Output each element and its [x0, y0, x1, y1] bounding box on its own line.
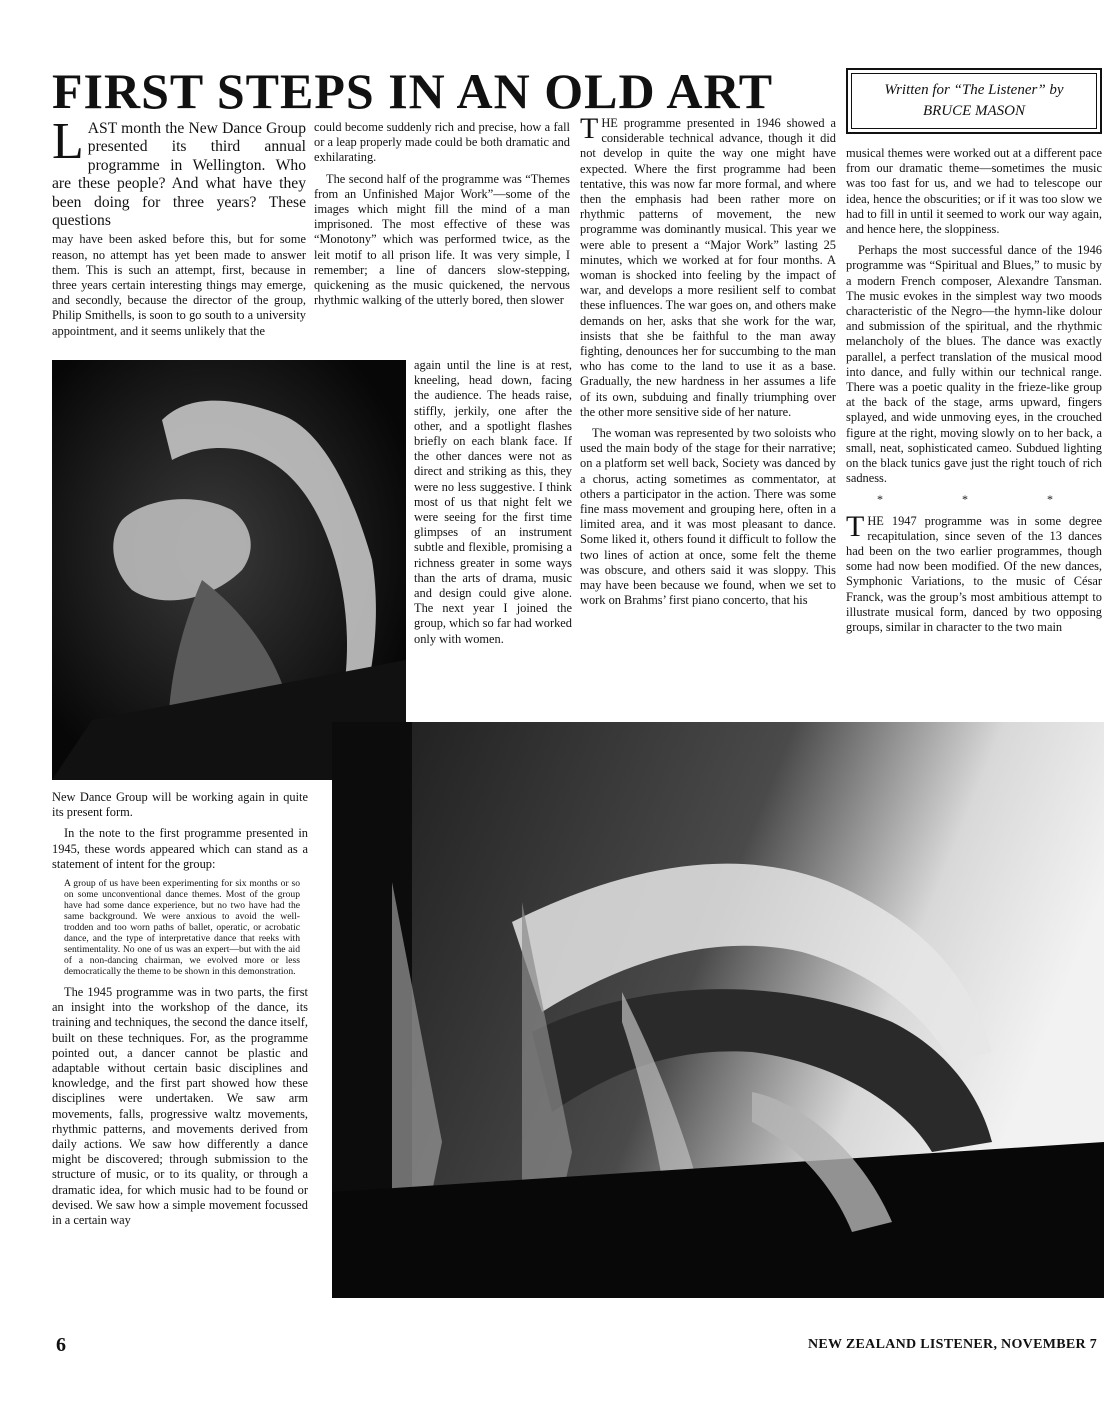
col3-paragraph-2: The woman was represented by two soloists who used the main body of the stage for their narrative; on a platform set well back, Society was danced by a chorus, acting sometimes as commentator, at others a participator in the action. There was some fine mass movement and grouping here, often in a limited area, and it was most pleasant to dance. Some liked it, others found it difficult to follow the two lines of action at once, some felt the theme was obscure, and others said it was sloppy. This may have been because we found, when we set to work on Brahms’ first piano concerto, that his — [580, 426, 836, 608]
col4-paragraph-3-text: HE 1947 programme was in some degree recapitulation, since seven of the 13 dances had been on the two earlier programmes, though some had now been modified. Of the new dances, Symphonic Variations, to the music of César Franck, was the group’s most ambitious attempt to illustrate musical form, danced by two opposing groups, similar in character to the two main — [846, 513, 1102, 635]
col4-paragraph-3 — [846, 509, 1102, 636]
lead-text: AST month the New Dance Group presented its third annual programme in Wellington. Who are these people? And what have they been doing for three years? These questions — [52, 120, 306, 230]
col1-paragraph: may have been asked before this, but for some reason, no attempt has yet been made to answer them. This is such an attempt, first, because in three years certain interesting things may emerge, and secondly, because the director of the group, Philip Smithells, is soon to go south to a university appointment, and it seems unlikely that the — [52, 232, 306, 338]
byline-line1: Written for “The Listener” by — [884, 82, 1064, 98]
column-2-lower — [414, 358, 572, 712]
column-3 — [580, 116, 836, 712]
col5-paragraph-2: In the note to the first programme presented in 1945, these words appeared which can stand as a statement of intent for the group: — [52, 826, 308, 871]
column-4 — [846, 146, 1102, 712]
article-title: FIRST STEPS IN AN OLD ART — [52, 63, 774, 119]
col2-paragraph-1: could become suddenly rich and precise, how a fall or a leap properly made could be both dramatic and exhilarating. — [314, 120, 570, 165]
column-1 — [52, 120, 306, 356]
col4-paragraph-1: musical themes were worked out at a different pace from our dramatic theme—sometimes the music was too fast for us, and we had to telescope our idea, hence the obscurities; or if it was too slow we had to fill in until it seemed to work our way again, and hence here, the sloppiness. — [846, 146, 1102, 237]
col3-paragraph-1-text: HE programme presented in 1946 showed a considerable technical advance, though it did not develop in quite the way one might have expected. Where the first programme had been tentative, this was now far more formal, and where then the emphasis had been rather more on rhythmic patterns of movement, the new programme was dominantly musical. This year we were able to present a “Major Work” lasting 25 minutes, which we worked at for four months. A woman is shocked into feeling by the impact of war, and develops a more resilient self to combat these influences. The war goes on, and others make demands on her, asks that she work for the war, insists that she be faithful to the man away fighting, denounces her for succumbing to the man who has come to the land to use it as a base. Gradually, the new hardness in her assumes a life of its own, subduing and finally triumphing over the other more sensitive side of her nature. — [580, 116, 836, 419]
column-5 — [52, 790, 308, 1314]
drop-cap-t-1: T — [580, 116, 599, 145]
section-break-stars: * * * — [877, 492, 1091, 507]
col5-paragraph-1: New Dance Group will be working again in quite its present form. — [52, 790, 308, 820]
programme-note-quote: A group of us have been experimenting for six months or so on some unconventional dance themes. Most of the group have had some dance experience, but no two have had the same background. We were anxious to avoid the well-trodden and too worn paths of ballet, operatic, or acrobatic dance, and the type of interpretative dance that reeks with sentimentality. No one of us was an expert—but with the aid of a non-dancing chairman, we evolved more or less democratically the theme to be shown in this demonstration. — [64, 878, 300, 978]
col5-paragraph-3: The 1945 programme was in two parts, the first an insight into the workshop of the dance, its training and techniques, the second the dance itself, built on these techniques. For, as the programme pointed out, a dancer cannot be plastic and adaptable without certain basic disciplines and knowledge, and the first part showed how these disciplines were undertaken. We saw arm movements, falls, progressive waltz movements, rhythmic patterns, and movements derived from daily actions. We saw how differently a dance might be discovered; through submission to the structure of music, or to its quality, or through a dramatic idea, for which music had to be found or devised. We saw how a simple movement focussed in a certain way — [52, 985, 308, 1228]
byline-inner-border — [851, 73, 1097, 129]
dancer-photo-2 — [332, 722, 1104, 1298]
dancer-photo-1-image — [52, 360, 406, 780]
dancer-photo-1 — [52, 360, 406, 780]
byline-author: BRUCE MASON — [922, 103, 1026, 119]
col3-paragraph-1 — [580, 116, 836, 420]
drop-cap-t-2: T — [846, 509, 865, 543]
publication-footer: NEW ZEALAND LISTENER, NOVEMBER 7 — [808, 1337, 1098, 1352]
drop-cap-l: L — [52, 120, 84, 170]
column-2 — [314, 120, 570, 358]
page-number: 6 — [56, 1334, 66, 1356]
byline-box — [846, 68, 1102, 134]
col4-paragraph-2: Perhaps the most successful dance of the 1946 programme was “Spiritual and Blues,” to music by a modern French composer, Alexandre Tansman. The music evokes in the simplest way two moods characteristic of the Negro—the hymn-like dolour and submission of the spiritual, and the rhythmic melancholy of the blues. The dance was exactly parallel, a perfect translation of the musical mood into dance, and fully within our technical range. There was a poetic quality in the frieze-like group at the back of the stage, arms upward, fingers splayed, and wide unmoving eyes, in the crouched figure at the right, moving slowly on to her back, a small, neat, sophisticated cameo. Subdued lighting on the black tunics gave just the right touch of rich sadness. — [846, 243, 1102, 486]
lead-paragraph — [52, 120, 306, 230]
col2-paragraph-2: The second half of the programme was “Themes from an Unfinished Major Work”—some of the images which might fill the mind of a man imprisoned. The most effective of these was “Monotony” which was performed twice, as the leit motif to all prison life. It was very simple, I remember; a line of dancers slow-stepping, quickening as the music quickened, the nervous rhythmic walking of the utterly bored, then slower — [314, 171, 570, 308]
col2-paragraph-2b: again until the line is at rest, kneeling, head down, facing the audience. The heads raise, stiffly, jerkily, one after the other, and a spotlight flashes briefly on each blank face. If the other dances were not as direct and striking as this, they were no less suggestive. I think most of us that night felt we were seeing for the first time glimpses of an instrument subtle and flexible, promising a richness greater in some ways than the arts of drama, music and design could give alone. The next year I joined the group, which so far had worked only with women. — [414, 358, 572, 646]
dancer-photo-2-image — [332, 722, 1104, 1298]
